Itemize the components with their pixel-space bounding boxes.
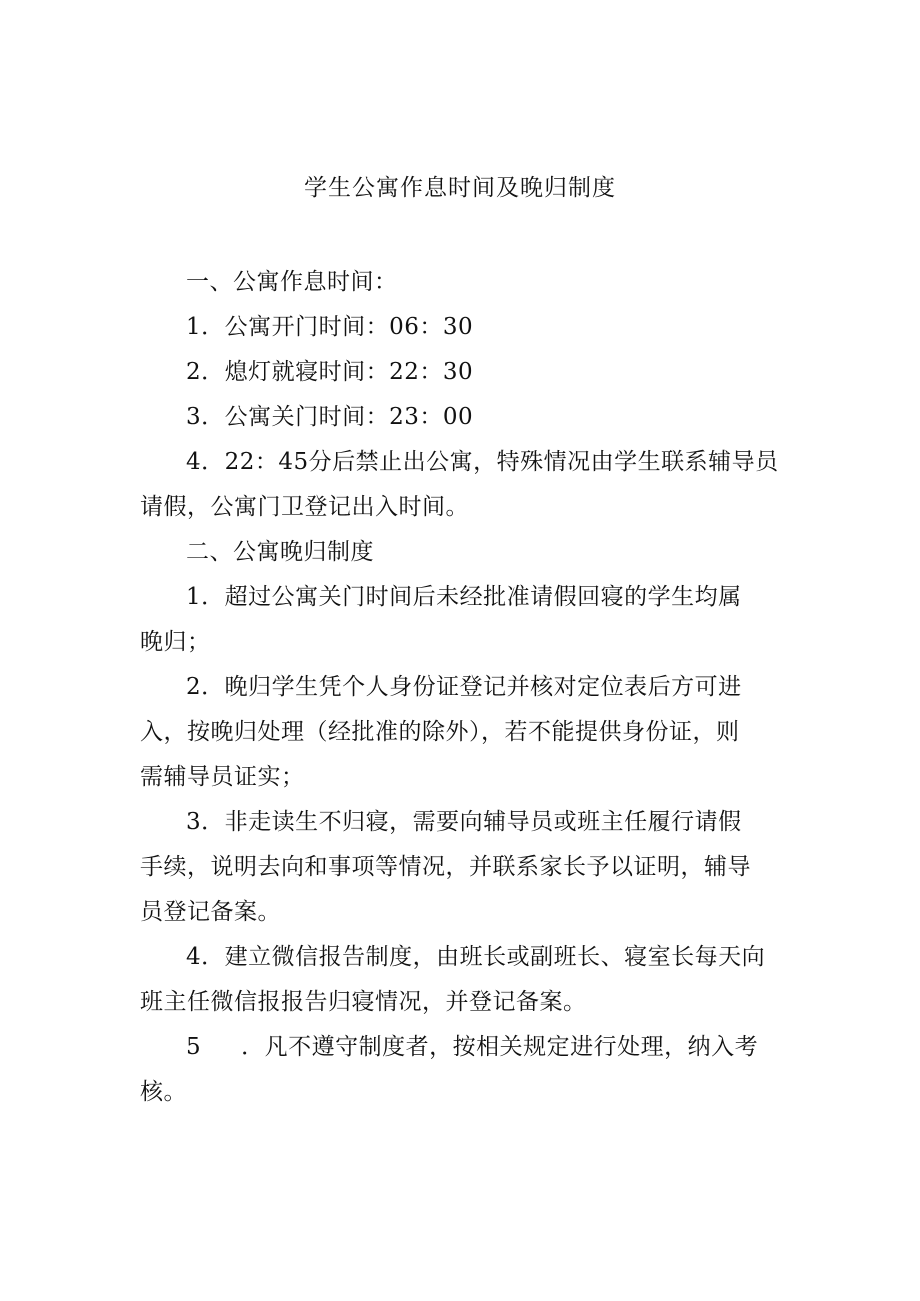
late-rule-5-line1: [140, 1025, 800, 1070]
late-rule-4-line2: 班主任微信报报告归寝情况，并登记备案。: [140, 989, 587, 1015]
section-heading-late-return: 二、公寓晚归制度: [186, 539, 374, 565]
late-rule-5-text: ．凡不遵守制度者，按相关规定进行处理，纳入考: [241, 1034, 759, 1060]
late-rule-2-line1: 2．晚归学生凭个人身份证登记并核对定位表后方可进: [186, 674, 742, 700]
document-title: 学生公寓作息时间及晚归制度: [304, 175, 616, 201]
schedule-item-no-exit-line1: 4．22：45分后禁止出公寓，特殊情况由学生联系辅导员: [186, 449, 779, 475]
late-rule-4-line1: 4．建立微信报告制度，由班长或副班长、寝室长每天向: [186, 944, 766, 970]
late-rule-2-line2: 入，按晚归处理（经批准的除外），若不能提供身份证，则: [140, 719, 740, 745]
late-rule-5-number: 5: [186, 1034, 202, 1060]
late-rule-2-line3: 需辅导员证实；: [140, 764, 305, 790]
late-rule-5-line2: 核。: [140, 1079, 187, 1105]
section-apartment-schedule: [140, 260, 800, 1115]
late-rule-1-line2: 晚归；: [140, 629, 211, 655]
late-rule-1-line1: 1．超过公寓关门时间后未经批准请假回寝的学生均属: [186, 584, 742, 610]
late-rule-3-line2: 手续，说明去向和事项等情况，并联系家长予以证明，辅导: [140, 854, 751, 880]
schedule-item-close: 3．公寓关门时间：23：00: [186, 404, 474, 430]
schedule-item-open: 1．公寓开门时间：06：30: [186, 314, 474, 340]
late-rule-3-line1: 3．非走读生不归寝，需要向辅导员或班主任履行请假: [186, 809, 742, 835]
schedule-item-no-exit-line2: 请假，公寓门卫登记出入时间。: [140, 494, 469, 520]
section-heading-schedule: 一、公寓作息时间：: [186, 269, 398, 295]
late-rule-3-line3: 员登记备案。: [140, 899, 281, 925]
schedule-item-lights-out: 2．熄灯就寝时间：22：30: [186, 359, 474, 385]
